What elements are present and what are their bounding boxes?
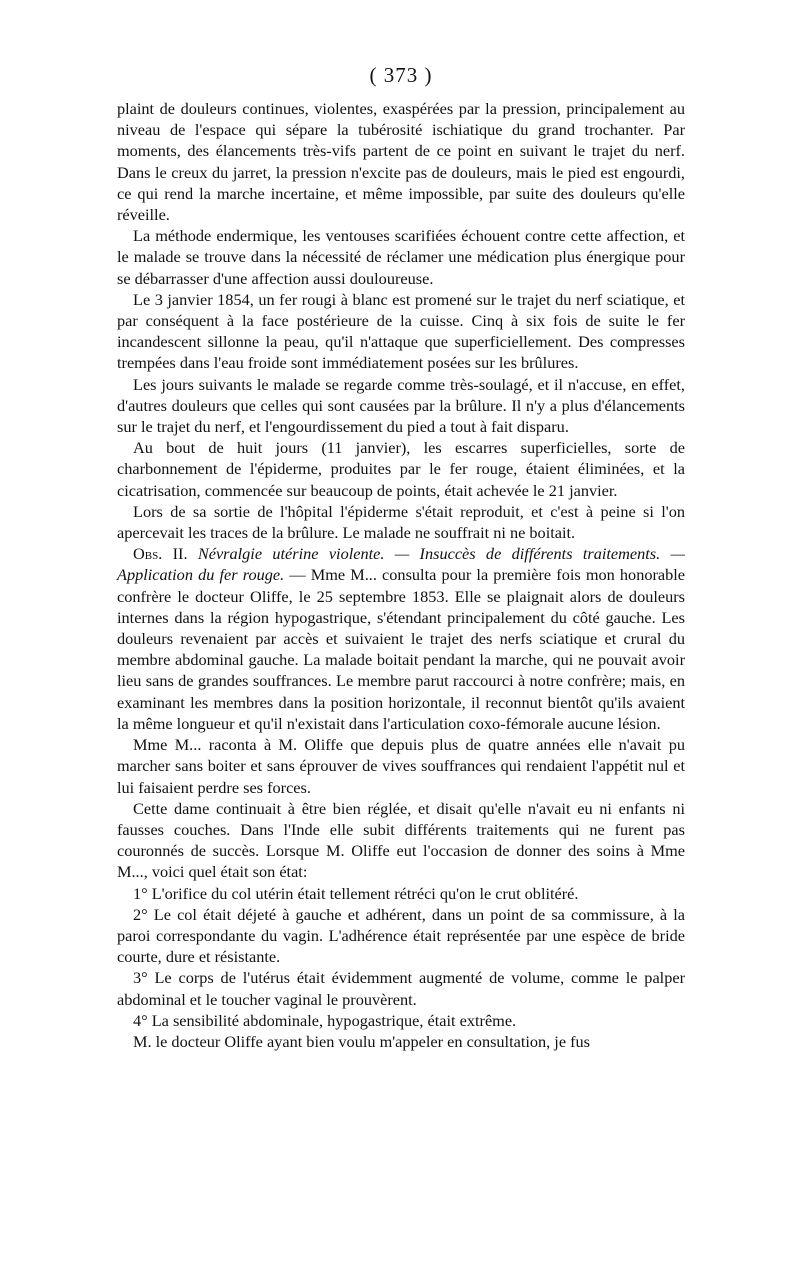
page-number: ( 373 )	[369, 63, 433, 87]
list-item-4: 4° La sensibilité abdominale, hypogastrique, était extrême.	[133, 1010, 517, 1030]
observation-title: Névralgie utérine violente. — Insuccès de différents traitements. — Application du fer rouge.	[117, 544, 685, 585]
list-item-1: 1° L'orifice du col utérin était tellement rétréci qu'on le crut oblitéré.	[133, 883, 579, 903]
observation-text: — Mme M... consulta pour la première fois mon honorable confrère le docteur Oliffe, le 25 septembre 1853. Elle se plaignait alors de douleurs internes dans la région hypogastrique, s'étendant principalement du côté gauche. Les douleurs revenaient par accès et suivaient le trajet des nerfs sciatique et crural du membre abdominal gauche. La malade boitait pendant la marche, qui ne pouvait avoir lieu sans de grandes souffrances. Le membre parut raccourci à notre confrère; mais, en examinant les membres dans la position horizontale, il reconnut bientôt qu'ils avaient la même longueur et qu'il n'existait dans l'articulation coxo-fémorale aucune lésion.	[117, 565, 686, 733]
paragraph-14: M. le docteur Oliffe ayant bien voulu m'appeler en consultation, je fus	[133, 1031, 591, 1051]
paragraph-8: Mme M... raconta à M. Oliffe que depuis plus de quatre années elle n'avait pu marcher sans boiter et sans éprouver de vives souffrances qui rendaient l'appétit nul et lui faisaient perdre ses forces.	[117, 735, 685, 797]
paragraph-3: Le 3 janvier 1854, un fer rougi à blanc est promené sur le trajet du nerf sciatique, et par conséquent à la face postérieure de la cuisse. Cinq à six fois de suite le fer incandescent sillonne la peau, qu'il n'attaque que superficiellement. Des compresses trempées dans l'eau froide sont immédiatement posées sur les brûlures.	[117, 289, 685, 373]
list-item-2: 2° Le col était déjeté à gauche et adhérent, dans un point de sa commissure, à la paroi correspondante du vagin. L'adhérence était représentée par une espèce de bride courte, dure et résistante.	[117, 904, 685, 967]
paragraph-4: Les jours suivants le malade se regarde comme très-soulagé, et il n'accuse, en effet, d'autres douleurs que celles qui sont causées par la brûlure. Il n'y a plus d'élancements sur le trajet du nerf, et l'engourdissement du pied a tout à fait disparu.	[117, 374, 685, 437]
list-item-3: 3° Le corps de l'utérus était évidemment augmenté de volume, comme le palper abdominal et le toucher vaginal le prouvèrent.	[117, 968, 685, 1009]
observation-label: Obs. II.	[133, 544, 188, 564]
paragraph-2: La méthode endermique, les ventouses scarifiées échouent contre cette affection, et le malade se trouve dans la nécessité de réclamer une médication plus énergique pour se débarrasser d'une affection aussi douloureuse.	[117, 226, 685, 288]
paragraph-1: plaint de douleurs continues, violentes, exaspérées par la pression, principalement au niveau de l'espace qui sépare la tubérosité ischiatique du grand trochanter. Par moments, des élancements très-vifs partent de ce point en suivant le trajet du nerf. Dans le creux du jarret, la pression n'excite pas de douleurs, mais le pied est engourdi, ce qui rend la marche incertaine, et même impossible, par suite des douleurs qu'elle réveille.	[117, 99, 685, 225]
paragraph-6: Lors de sa sortie de l'hôpital l'épiderme s'était reproduit, et c'est à peine si l'on apercevait les traces de la brûlure. Le malade ne souffrait ni ne boitait.	[117, 501, 685, 543]
observation-2-paragraph	[117, 543, 685, 734]
paragraph-9: Cette dame continuait à être bien réglée, et disait qu'elle n'avait eu ni enfants ni fausses couches. Dans l'Inde elle subit différents traitements qui ne furent pas couronnés de succès. Lorsque M. Oliffe eut l'occasion de donner des soins à Mme M..., voici quel était son état:	[117, 798, 685, 882]
paragraph-5: Au bout de huit jours (11 janvier), les escarres superficielles, sorte de charbonnement de l'épiderme, produites par le fer rouge, étaient éliminées, et la cicatrisation, commencée sur beaucoup de points, était achevée le 21 janvier.	[117, 438, 685, 500]
document-page	[117, 62, 685, 1052]
